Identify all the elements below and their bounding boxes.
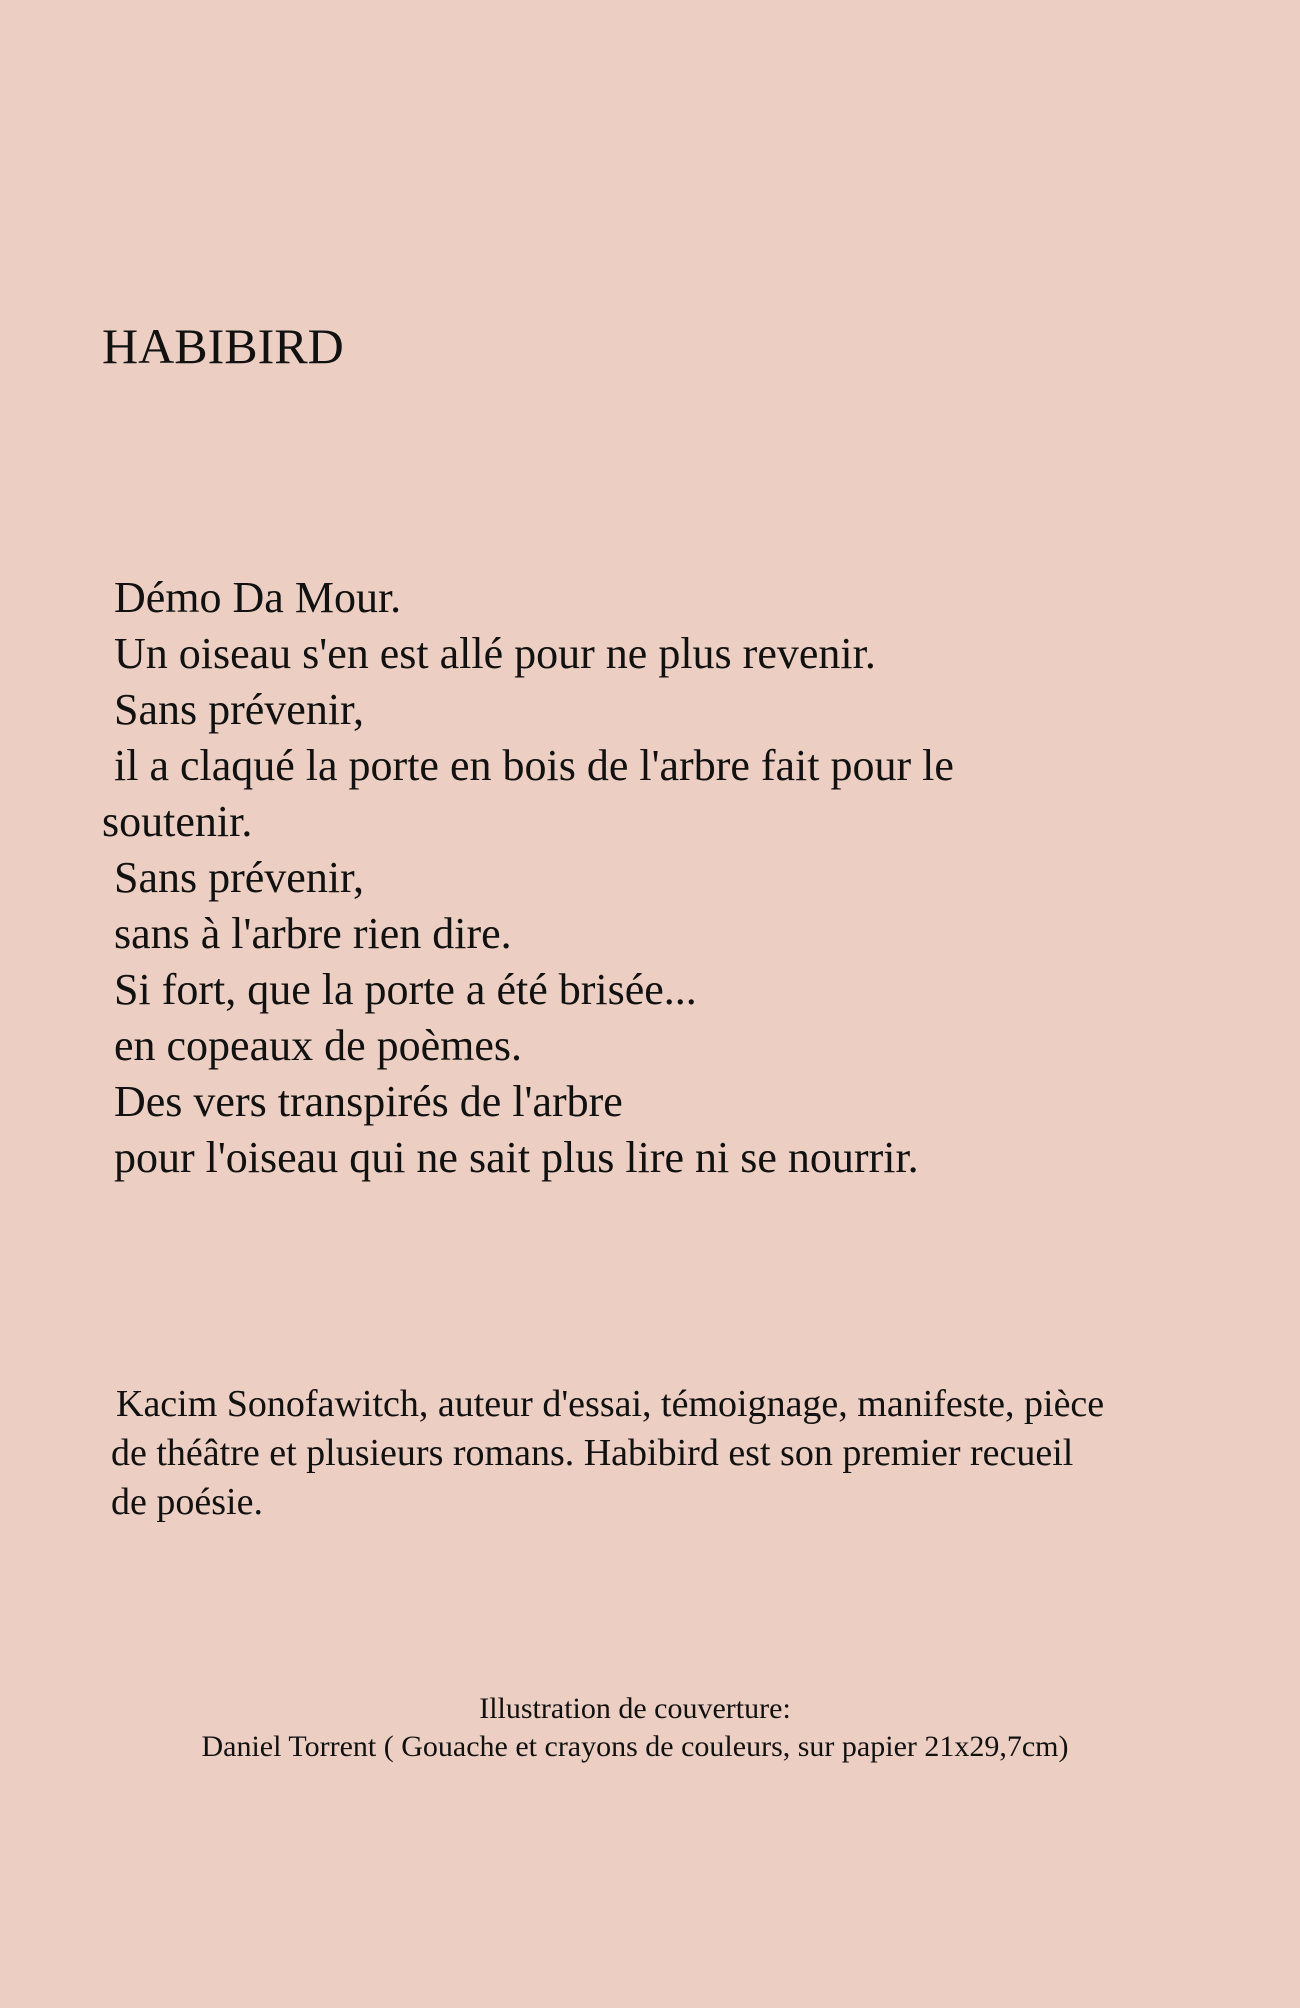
poem-line: sans à l'arbre rien dire. xyxy=(114,909,512,958)
poem-line: Si fort, que la porte a été brisée... xyxy=(114,965,697,1014)
poem-line: pour l'oiseau qui ne sait plus lire ni se nourrir. xyxy=(114,1133,919,1182)
poem-line: soutenir. xyxy=(102,797,253,846)
bio-line: Kacim Sonofawitch, auteur d'essai, témoignage, manifeste, pièce xyxy=(116,1383,1105,1425)
author-bio xyxy=(102,1380,1202,1527)
poem-line: il a claqué la porte en bois de l'arbre fait pour le xyxy=(114,741,954,790)
bio-line: de théâtre et plusieurs romans. Habibird est son premier recueil xyxy=(111,1432,1074,1474)
credits-detail: Daniel Torrent ( Gouache et crayons de couleurs, sur papier 21x29,7cm) xyxy=(201,1730,1069,1763)
poem-line: Sans prévenir, xyxy=(114,685,364,734)
poem-line: Des vers transpirés de l'arbre xyxy=(114,1077,623,1126)
bio-line: de poésie. xyxy=(111,1481,263,1523)
book-title: HABIBIRD xyxy=(102,318,344,374)
poem-line: en copeaux de poèmes. xyxy=(114,1021,523,1070)
poem-line: Un oiseau s'en est allé pour ne plus revenir. xyxy=(114,629,876,678)
poem-line: Sans prévenir, xyxy=(114,853,364,902)
poem xyxy=(102,570,1202,1186)
credits-label: Illustration de couverture: xyxy=(479,1692,791,1725)
poem-line: Démo Da Mour. xyxy=(114,573,402,622)
illustration-credits xyxy=(0,1690,1270,1766)
